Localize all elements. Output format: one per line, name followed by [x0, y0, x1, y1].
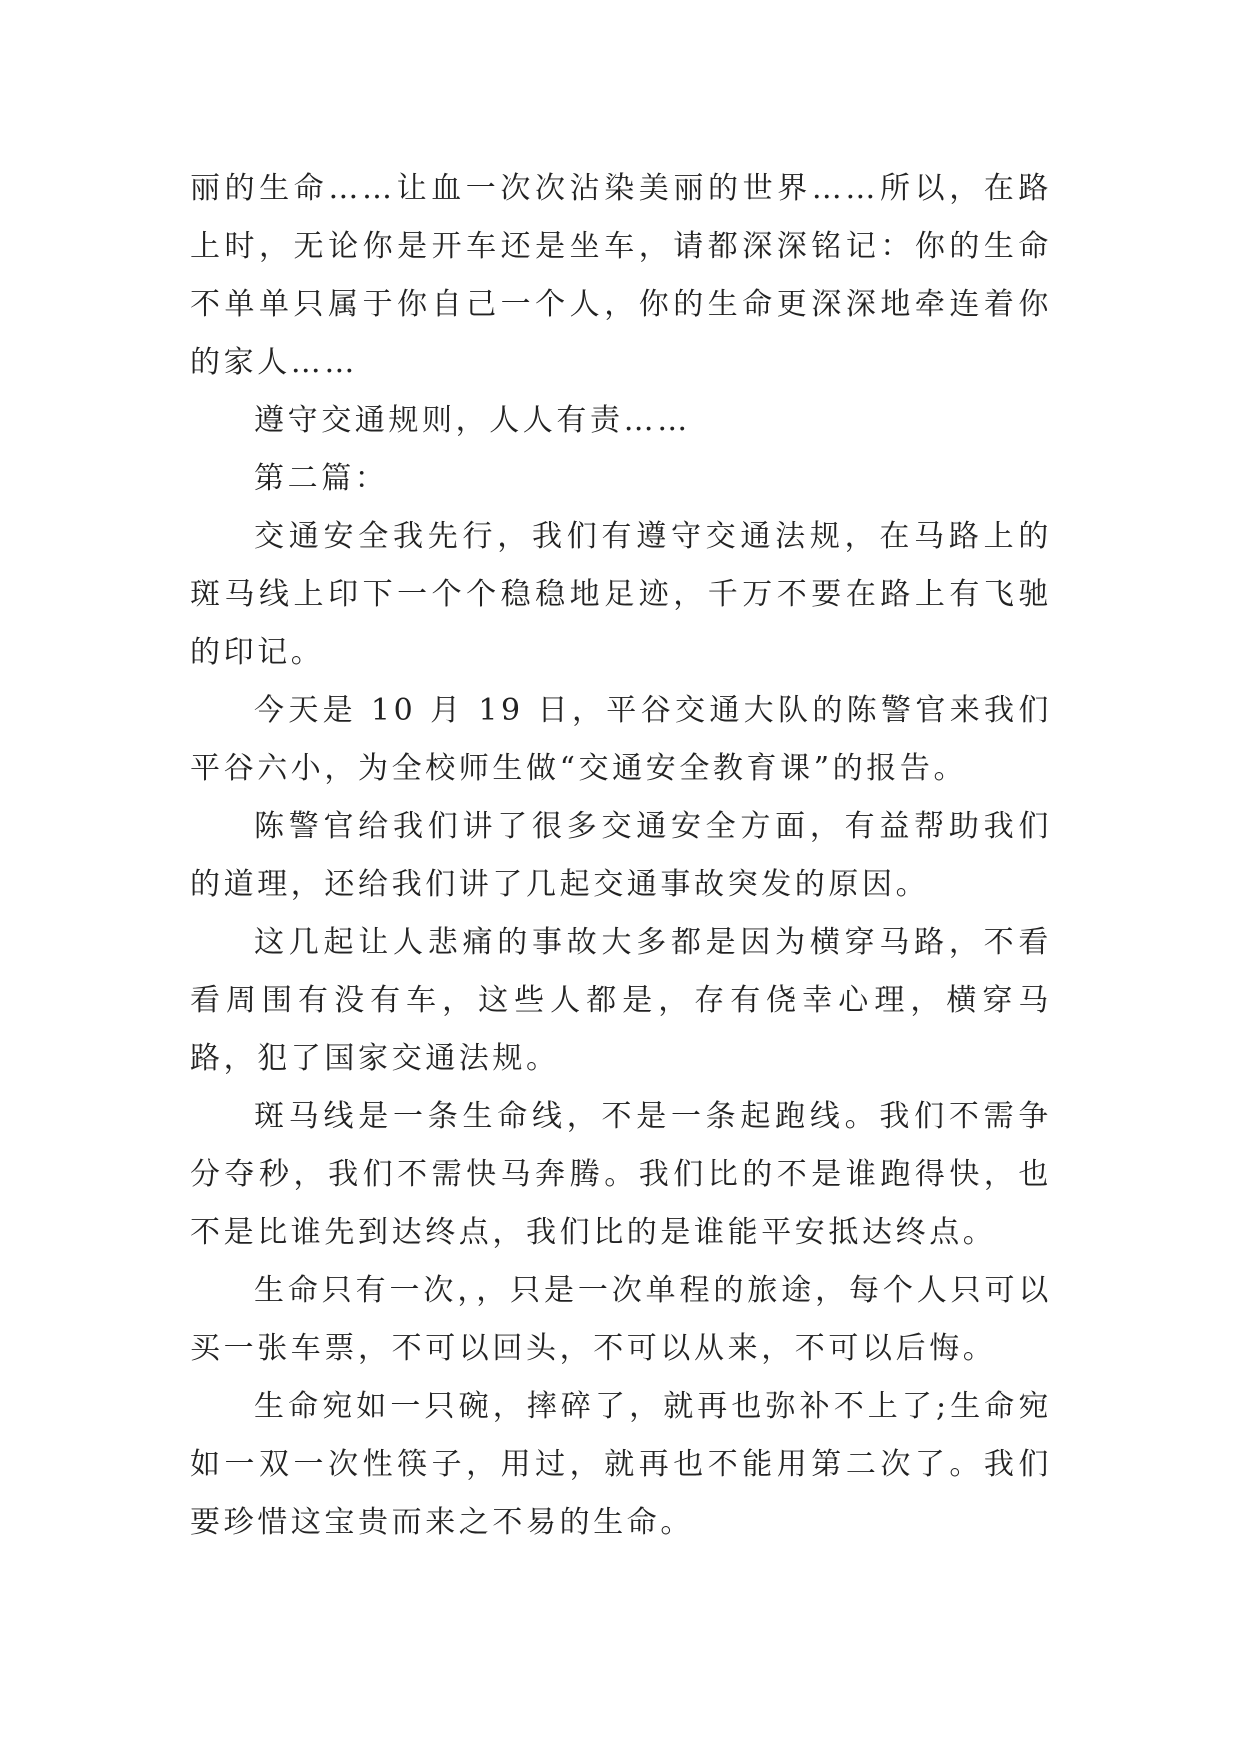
paragraph-9: 生命只有一次，，只是一次单程的旅途，每个人只可以买一张车票，不可以回头，不可以从来，不可以后悔。 — [190, 1273, 1052, 1366]
paragraph-4: 交通安全我先行，我们有遵守交通法规，在马路上的斑马线上印下一个个稳稳地足迹，千万不要在路上有飞驰的印记。 — [190, 519, 1052, 670]
paragraph-8: 斑马线是一条生命线，不是一条起跑线。我们不需争分夺秒，我们不需快马奔腾。我们比的不是谁跑得快，也不是比谁先到达终点，我们比的是谁能平安抵达终点。 — [190, 1099, 1052, 1250]
paragraph-5: 今天是 10 月 19 日，平谷交通大队的陈警官来我们平谷六小，为全校师生做“交通安全教育课”的报告。 — [190, 693, 1052, 786]
document-body — [190, 160, 1052, 1552]
section-heading: 第二篇： — [254, 461, 389, 496]
paragraph-7: 这几起让人悲痛的事故大多都是因为横穿马路，不看看周围有没有车，这些人都是，存有侥幸心理，横穿马路，犯了国家交通法规。 — [190, 925, 1052, 1076]
paragraph-6: 陈警官给我们讲了很多交通安全方面，有益帮助我们的道理，还给我们讲了几起交通事故突发的原因。 — [190, 809, 1052, 902]
paragraph-1: 丽的生命……让血一次次沾染美丽的世界……所以，在路上时，无论你是开车还是坐车，请都深深铭记：你的生命不单单只属于你自己一个人，你的生命更深深地牵连着你的家人…… — [190, 171, 1052, 380]
paragraph-2: 遵守交通规则，人人有责…… — [254, 403, 691, 438]
paragraph-10: 生命宛如一只碗，摔碎了，就再也弥补不上了;生命宛如一双一次性筷子，用过，就再也不能用第二次了。我们要珍惜这宝贵而来之不易的生命。 — [190, 1389, 1052, 1540]
